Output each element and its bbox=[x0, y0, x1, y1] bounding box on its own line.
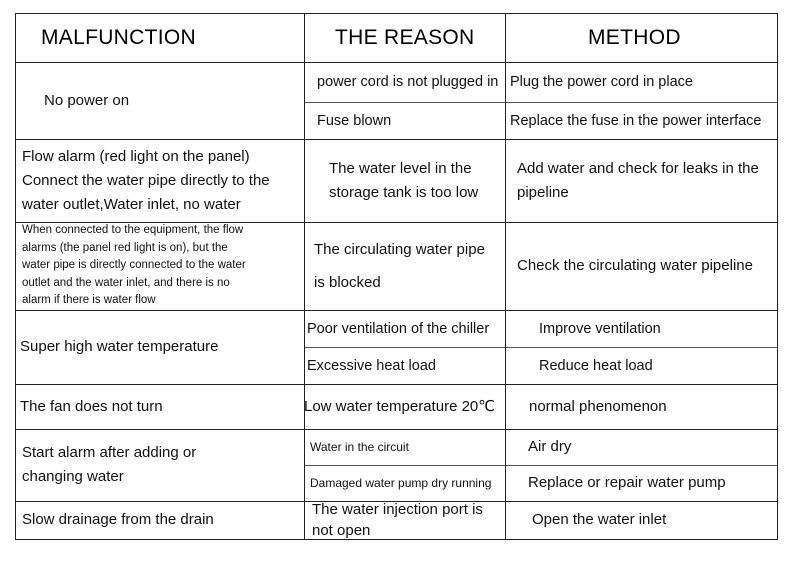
malfunction-start-alarm bbox=[22, 429, 304, 501]
malfunction-flow-alarm bbox=[22, 139, 304, 222]
reason-power-cord: power cord is not plugged in bbox=[317, 74, 499, 90]
reason-low-temp: Low water temperature 20℃ bbox=[304, 397, 496, 415]
text-line: The water injection port is bbox=[312, 501, 483, 518]
method-replace-fuse: Replace the fuse in the power interface bbox=[510, 112, 762, 129]
text-line: When connected to the equipment, the flow bbox=[22, 224, 244, 237]
method-check-pipeline: Check the circulating water pipeline bbox=[517, 257, 753, 274]
table-border-left bbox=[15, 13, 16, 540]
malfunction-slow-drainage: Slow drainage from the drain bbox=[22, 511, 214, 528]
text-line: alarm if there is water flow bbox=[22, 294, 156, 307]
method-reduce-heat-load: Reduce heat load bbox=[539, 357, 653, 374]
text-line: is blocked bbox=[314, 274, 381, 291]
reason-heat-load: Excessive heat load bbox=[307, 357, 436, 374]
text-line: outlet and the water inlet, and there is no bbox=[22, 276, 230, 289]
text-line: The circulating water pipe bbox=[314, 241, 485, 258]
text-line: Start alarm after adding or bbox=[22, 444, 197, 461]
text-line: Add water and check for leaks in the bbox=[517, 159, 759, 177]
method-air-dry: Air dry bbox=[528, 438, 572, 455]
text-line: Connect the water pipe directly to the bbox=[22, 171, 270, 189]
text-line: The water level in the bbox=[329, 159, 472, 177]
malfunction-fan: The fan does not turn bbox=[20, 397, 163, 415]
header-method: METHOD bbox=[588, 25, 681, 49]
text-line: pipeline bbox=[517, 183, 569, 201]
method-improve-ventilation: Improve ventilation bbox=[539, 320, 661, 337]
reason-pump-dry-running: Damaged water pump dry running bbox=[310, 475, 492, 490]
method-normal: normal phenomenon bbox=[529, 397, 667, 415]
text-line: water outlet,Water inlet, no water bbox=[22, 195, 241, 213]
text-line: water pipe is directly connected to the water bbox=[22, 259, 246, 272]
method-open-inlet: Open the water inlet bbox=[532, 511, 667, 528]
malfunction-high-temp: Super high water temperature bbox=[20, 338, 219, 355]
text-line: Flow alarm (red light on the panel) bbox=[22, 147, 250, 165]
text-line: changing water bbox=[22, 468, 124, 485]
text-line: not open bbox=[312, 522, 371, 539]
reason-poor-ventilation: Poor ventilation of the chiller bbox=[307, 320, 490, 337]
method-replace-pump: Replace or repair water pump bbox=[528, 474, 726, 491]
column-divider bbox=[304, 13, 305, 540]
malfunction-no-power: No power on bbox=[44, 91, 130, 109]
malfunction-table bbox=[15, 13, 778, 540]
reason-fuse-blown: Fuse blown bbox=[317, 112, 392, 129]
reason-water-in-circuit: Water in the circuit bbox=[310, 439, 409, 454]
reason-low-water-level bbox=[329, 139, 505, 222]
table-border-right bbox=[777, 13, 778, 540]
method-add-water bbox=[517, 139, 777, 222]
method-plug-cord: Plug the power cord in place bbox=[510, 74, 693, 90]
reason-pipe-blocked bbox=[314, 222, 505, 310]
header-malfunction: MALFUNCTION bbox=[41, 25, 196, 49]
malfunction-flow-alarm-connected bbox=[22, 222, 304, 310]
text-line: alarms (the panel red light is on), but the bbox=[22, 241, 228, 254]
reason-injection-port bbox=[312, 501, 505, 539]
header-reason: THE REASON bbox=[335, 25, 475, 49]
text-line: storage tank is too low bbox=[329, 183, 479, 201]
